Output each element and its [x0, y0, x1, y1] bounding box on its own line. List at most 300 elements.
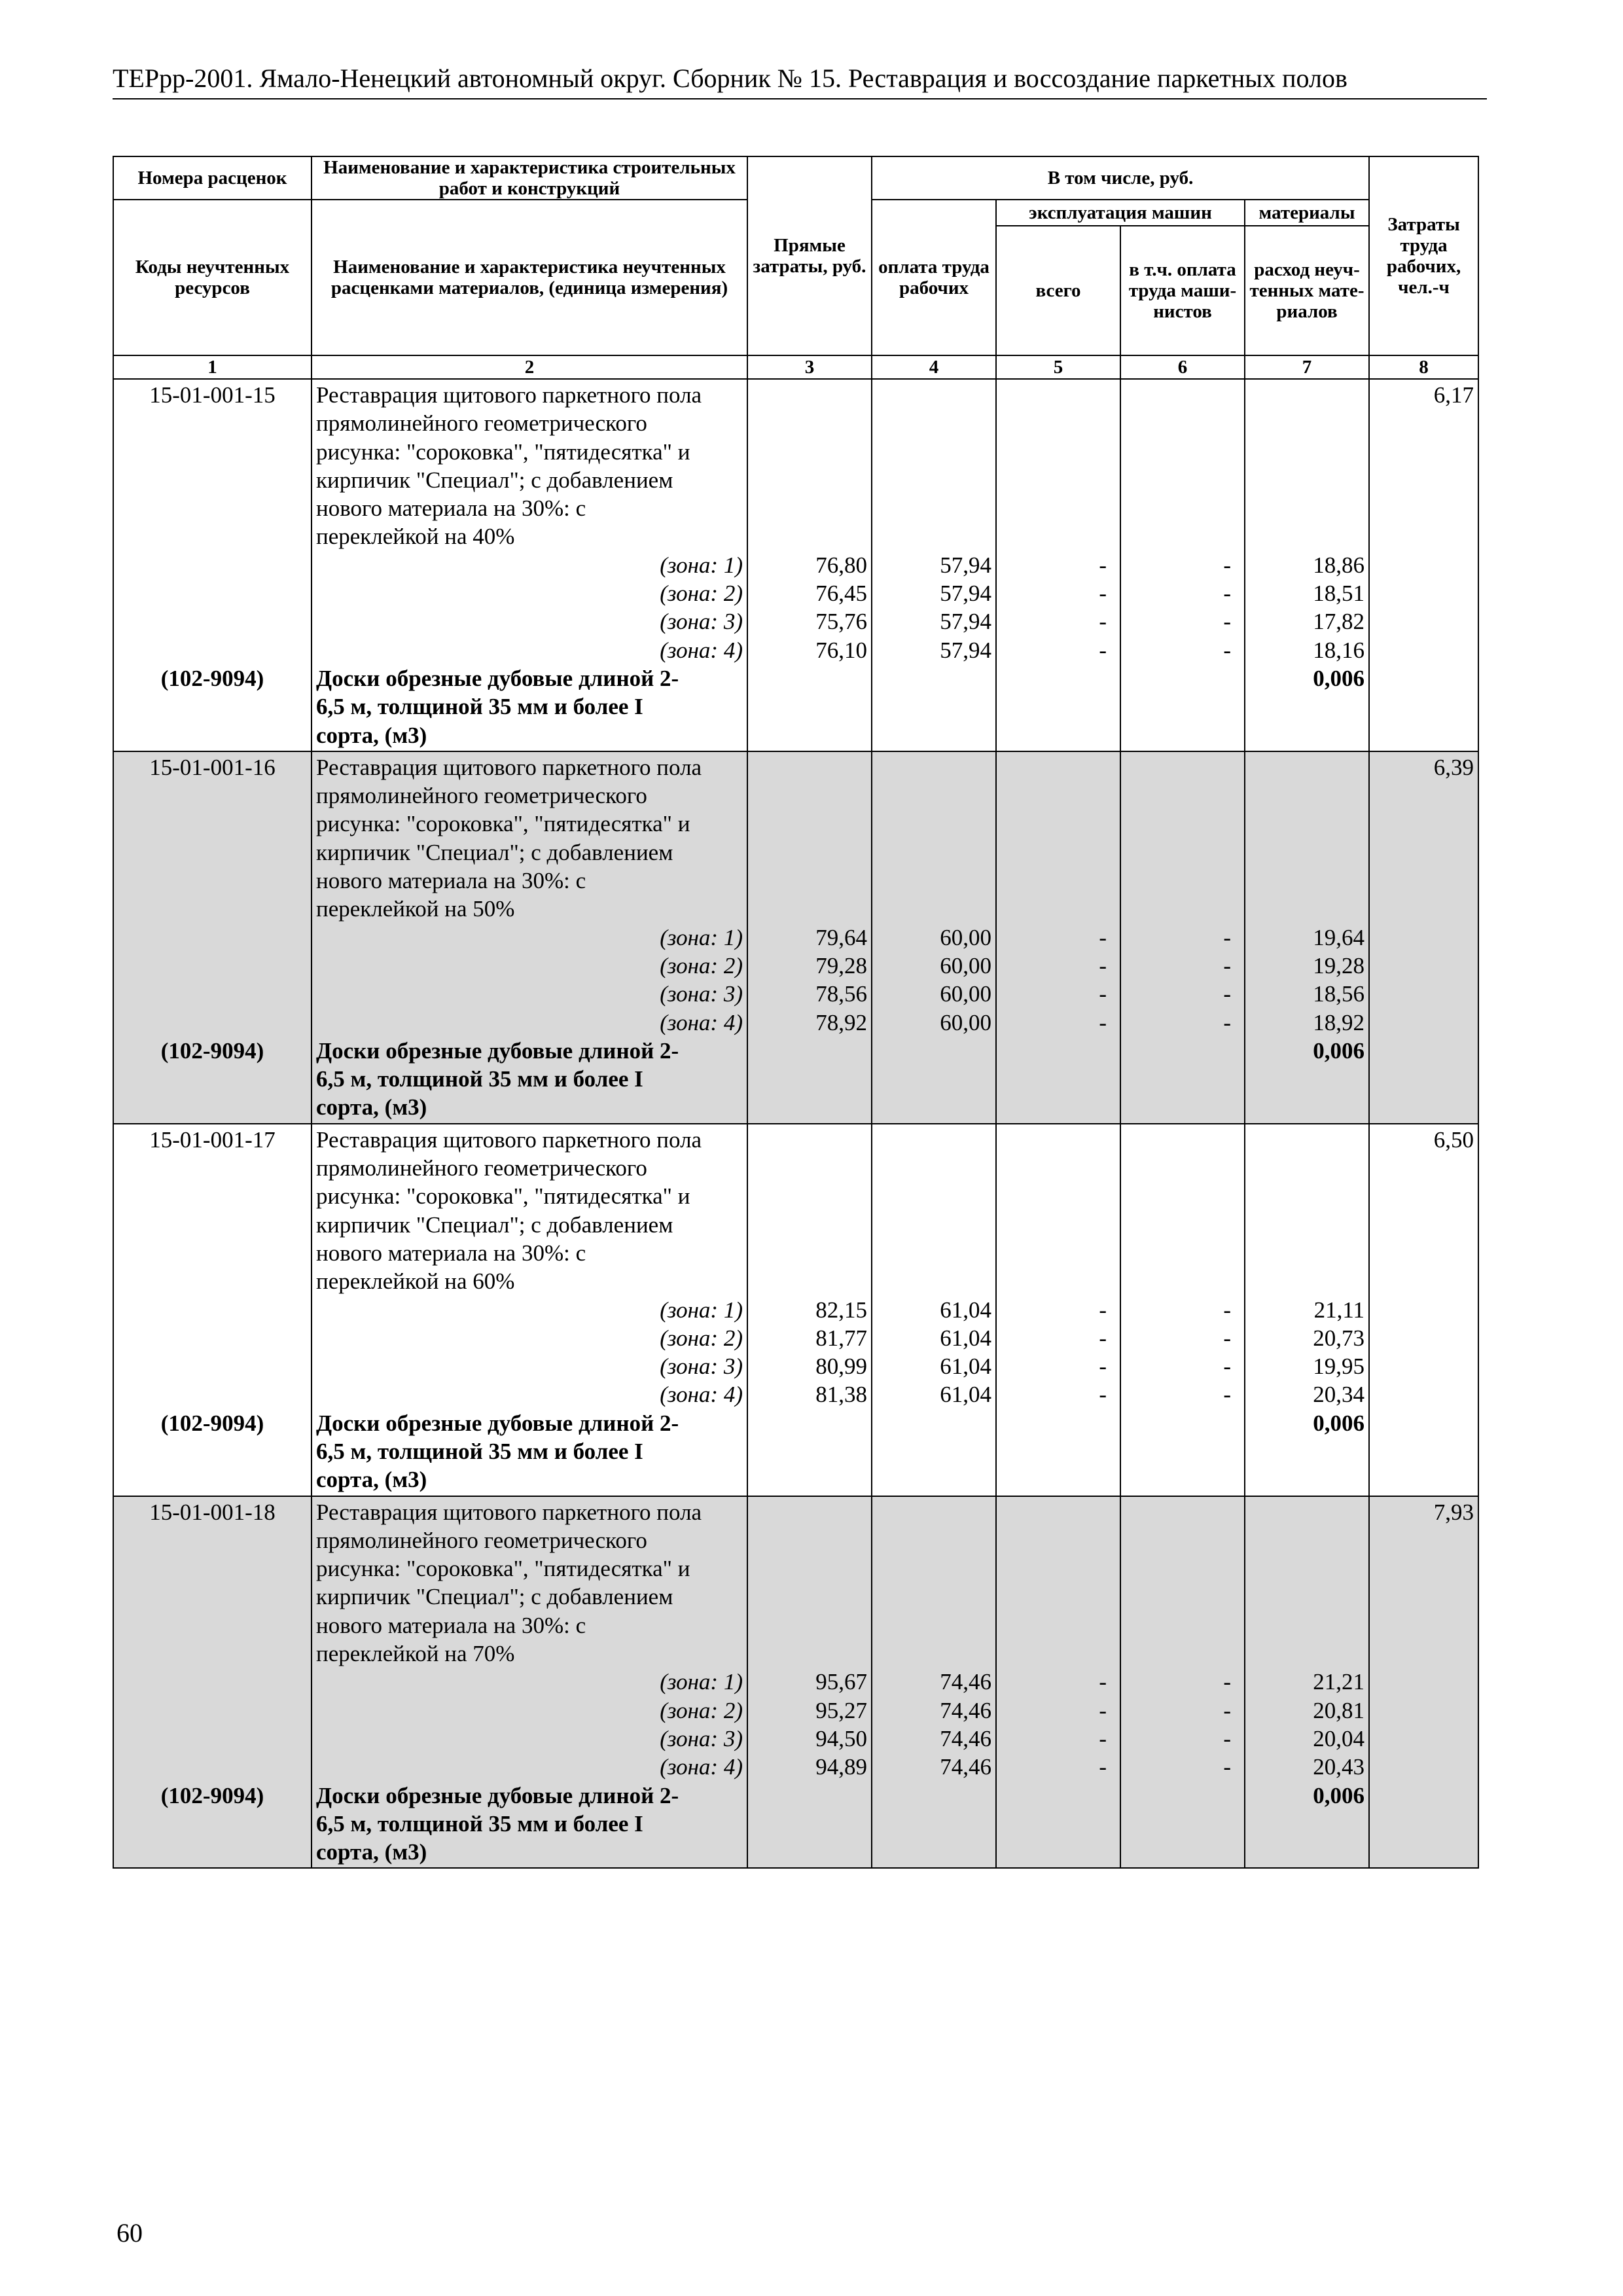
blank-line [118, 810, 307, 838]
resource-description-line: Доски обрезные дубовые длиной 2- [316, 1782, 679, 1808]
description-line: прямолинейного геометрического [316, 1527, 647, 1553]
direct-cost: 75,76 [815, 609, 867, 635]
header-labor-costs: Затраты труда рабочих, чел.-ч [1369, 156, 1478, 355]
description-line: кирпичик "Специал"; с добавлением [316, 467, 673, 493]
blank-line [118, 895, 307, 923]
blank-line [1125, 1154, 1231, 1182]
zone-label: (зона: 1) [660, 1669, 743, 1695]
machine-total: - [1099, 952, 1107, 978]
blank-line [1001, 494, 1107, 522]
workers-pay: 57,94 [940, 552, 991, 578]
zone-label: (зона: 4) [660, 1382, 743, 1408]
blank-line [1001, 895, 1107, 923]
rate-code: 15-01-001-17 [149, 1126, 276, 1153]
machinist-pay-cell [1120, 1496, 1245, 1869]
blank-line [1001, 838, 1107, 867]
zone-label: (зона: 2) [660, 581, 743, 607]
blank-line [118, 551, 307, 579]
blank-line [1249, 381, 1364, 409]
materials-cost: 20,34 [1313, 1382, 1365, 1408]
description-line: прямолинейного геометрического [316, 410, 647, 437]
blank-line [752, 522, 867, 550]
workers-pay: 61,04 [940, 1297, 991, 1323]
description-line: рисунка: "сороковка", "пятидесятка" и [316, 1556, 690, 1582]
description-line: нового материала на 30%: с [316, 495, 586, 522]
direct-cost-cell [747, 1124, 872, 1496]
labor-cost: 6,39 [1433, 754, 1474, 780]
direct-cost: 76,80 [815, 552, 867, 578]
header-workers-pay: оплата труда рабочих [872, 200, 996, 355]
machine-total: - [1099, 609, 1107, 635]
machine-total: - [1099, 637, 1107, 663]
materials-cost: 21,11 [1313, 1297, 1365, 1323]
description-line: прямолинейного геометрического [316, 783, 647, 809]
blank-line [1001, 1526, 1107, 1554]
workers-pay-cell [872, 1124, 996, 1496]
blank-line [1001, 1554, 1107, 1583]
blank-line [1125, 381, 1231, 409]
blank-line [1249, 409, 1364, 437]
blank-line [752, 1211, 867, 1239]
machinist-pay: - [1223, 1669, 1231, 1695]
column-number: 7 [1245, 355, 1369, 379]
blank-line [1125, 1611, 1231, 1640]
description-line: рисунка: "сороковка", "пятидесятка" и [316, 1183, 690, 1210]
direct-cost: 81,38 [815, 1382, 867, 1408]
blank-line [118, 1154, 307, 1182]
blank-line [118, 1725, 307, 1753]
resource-description-line: сорта, (м3) [316, 1467, 427, 1493]
zone-label: (зона: 1) [660, 1297, 743, 1323]
materials-cost-cell [1245, 1124, 1369, 1496]
blank-line [118, 1583, 307, 1611]
blank-line [118, 1324, 307, 1352]
machine-total: - [1099, 1754, 1107, 1780]
description-line: Реставрация щитового паркетного пола [316, 382, 702, 408]
machinist-pay: - [1223, 552, 1231, 578]
labor-cost: 6,17 [1433, 382, 1474, 408]
table-row [113, 1496, 1478, 1869]
blank-line [1249, 1526, 1364, 1554]
blank-line [1001, 1182, 1107, 1210]
blank-line [752, 1267, 867, 1295]
blank-line [876, 466, 991, 494]
blank-line [1001, 466, 1107, 494]
blank-line [752, 810, 867, 838]
blank-line [118, 579, 307, 607]
direct-cost-cell [747, 1496, 872, 1869]
materials-cost: 19,28 [1313, 952, 1365, 978]
header-materials: материалы [1245, 200, 1369, 226]
description-line: рисунка: "сороковка", "пятидесятка" и [316, 811, 690, 837]
blank-line [1125, 1211, 1231, 1239]
resource-code: (102-9094) [160, 665, 264, 691]
blank-line [1125, 1640, 1231, 1668]
blank-line [1249, 1611, 1364, 1640]
direct-cost: 76,10 [815, 637, 867, 663]
blank-line [752, 1640, 867, 1668]
blank-line [876, 867, 991, 895]
rate-code: 15-01-001-16 [149, 754, 276, 780]
materials-cost: 18,51 [1313, 581, 1365, 607]
materials-cost: 19,95 [1313, 1354, 1365, 1380]
direct-cost: 79,28 [815, 952, 867, 978]
zone-label: (зона: 3) [660, 981, 743, 1007]
blank-line [752, 838, 867, 867]
description-line: нового материала на 30%: с [316, 1240, 586, 1266]
machine-total: - [1099, 1354, 1107, 1380]
direct-cost: 78,56 [815, 981, 867, 1007]
blank-line [1125, 1498, 1231, 1526]
blank-line [876, 1267, 991, 1295]
blank-line [118, 867, 307, 895]
blank-line [1249, 1267, 1364, 1295]
materials-cost: 18,56 [1313, 981, 1365, 1007]
header-machine-pay: в т.ч. оплата труда маши-нистов [1120, 226, 1245, 355]
materials-cost: 20,81 [1313, 1697, 1365, 1723]
description-line: Реставрация щитового паркетного пола [316, 1126, 702, 1153]
blank-line [118, 1640, 307, 1668]
description-line: нового материала на 30%: с [316, 1612, 586, 1638]
resource-description-line: 6,5 м, толщиной 35 мм и более I [316, 1438, 643, 1464]
page-number: 60 [116, 2218, 143, 2248]
blank-line [1125, 781, 1231, 810]
description-cell [312, 1124, 747, 1496]
rate-code-cell [113, 379, 312, 751]
description-line: Реставрация щитового паркетного пола [316, 754, 702, 780]
labor-cost-cell [1369, 751, 1478, 1124]
blank-line [118, 1267, 307, 1295]
blank-line [1001, 438, 1107, 466]
zone-label: (зона: 3) [660, 1354, 743, 1380]
blank-line [1001, 1211, 1107, 1239]
blank-line [1001, 409, 1107, 437]
machinist-pay: - [1223, 1382, 1231, 1408]
direct-cost: 80,99 [815, 1354, 867, 1380]
direct-cost: 76,45 [815, 581, 867, 607]
blank-line [1125, 494, 1231, 522]
machinist-pay-cell [1120, 1124, 1245, 1496]
blank-line [876, 1611, 991, 1640]
workers-pay: 60,00 [940, 1009, 991, 1035]
machinist-pay: - [1223, 1009, 1231, 1035]
machinist-pay: - [1223, 1297, 1231, 1323]
blank-line [1125, 1239, 1231, 1267]
blank-line [118, 1211, 307, 1239]
direct-cost: 94,50 [815, 1725, 867, 1751]
blank-line [876, 753, 991, 781]
blank-line [1001, 867, 1107, 895]
blank-line [1249, 753, 1364, 781]
description-line: кирпичик "Специал"; с добавлением [316, 1584, 673, 1610]
column-number: 8 [1369, 355, 1478, 379]
workers-pay: 74,46 [940, 1669, 991, 1695]
column-number: 2 [312, 355, 747, 379]
materials-cost-cell [1245, 379, 1369, 751]
blank-line [752, 438, 867, 466]
blank-line [1001, 1498, 1107, 1526]
description-line: кирпичик "Специал"; с добавлением [316, 839, 673, 865]
blank-line [118, 781, 307, 810]
materials-cost: 20,04 [1313, 1725, 1365, 1751]
labor-cost: 7,93 [1433, 1499, 1474, 1525]
blank-line [876, 1554, 991, 1583]
description-cell [312, 379, 747, 751]
blank-line [118, 1009, 307, 1037]
column-number: 1 [113, 355, 312, 379]
machine-total: - [1099, 1669, 1107, 1695]
description-line: переклейкой на 70% [316, 1641, 515, 1667]
blank-line [118, 438, 307, 466]
blank-line [1249, 1211, 1364, 1239]
blank-line [118, 409, 307, 437]
direct-cost: 79,64 [815, 924, 867, 950]
machine-total: - [1099, 1725, 1107, 1751]
column-number: 6 [1120, 355, 1245, 379]
blank-line [1125, 522, 1231, 550]
blank-line [118, 1526, 307, 1554]
blank-line [1249, 867, 1364, 895]
materials-cost: 18,86 [1313, 552, 1365, 578]
resource-consumption: 0,006 [1313, 1410, 1365, 1436]
header-material-name: Наименование и характеристика неучтенных расценками материалов, (единица измерения) [312, 200, 747, 355]
table-header [113, 156, 1478, 379]
rate-code: 15-01-001-18 [149, 1499, 276, 1525]
blank-line [1249, 438, 1364, 466]
rate-code-cell [113, 751, 312, 1124]
blank-line [1001, 381, 1107, 409]
blank-line [752, 409, 867, 437]
direct-cost: 95,67 [815, 1669, 867, 1695]
blank-line [752, 867, 867, 895]
blank-line [118, 466, 307, 494]
blank-line [1125, 838, 1231, 867]
direct-cost: 82,15 [815, 1297, 867, 1323]
page-header: ТЕРрр-2001. Ямало-Ненецкий автономный округ. Сборник № 15. Реставрация и воссоздание паркетных полов [113, 63, 1487, 99]
blank-line [1125, 1182, 1231, 1210]
column-number: 5 [996, 355, 1120, 379]
header-resource-codes: Коды неучтенных ресурсов [113, 200, 312, 355]
blank-line [1125, 867, 1231, 895]
blank-line [876, 781, 991, 810]
header-work-name: Наименование и характеристика строительных работ и конструкций [312, 156, 747, 200]
workers-pay: 60,00 [940, 981, 991, 1007]
blank-line [1249, 1182, 1364, 1210]
blank-line [1249, 1554, 1364, 1583]
blank-line [876, 438, 991, 466]
blank-line [1125, 753, 1231, 781]
description-line: переклейкой на 60% [316, 1268, 515, 1295]
workers-pay: 57,94 [940, 637, 991, 663]
machine-total-cell [996, 1124, 1120, 1496]
workers-pay-cell [872, 379, 996, 751]
blank-line [1125, 409, 1231, 437]
workers-pay: 60,00 [940, 952, 991, 978]
materials-cost: 20,43 [1313, 1754, 1365, 1780]
blank-line [118, 980, 307, 1008]
blank-line [752, 1182, 867, 1210]
header-materials-consumption: расход неуч-тенных мате-риалов [1245, 226, 1369, 355]
description-line: кирпичик "Специал"; с добавлением [316, 1211, 673, 1238]
machine-total: - [1099, 1697, 1107, 1723]
machinist-pay: - [1223, 1697, 1231, 1723]
blank-line [118, 636, 307, 664]
description-line: переклейкой на 50% [316, 896, 515, 922]
blank-line [118, 924, 307, 952]
resource-consumption: 0,006 [1313, 1782, 1365, 1808]
labor-cost-cell [1369, 379, 1478, 751]
blank-line [118, 1352, 307, 1380]
blank-line [1249, 522, 1364, 550]
materials-cost: 18,16 [1313, 637, 1365, 663]
machine-total-cell [996, 751, 1120, 1124]
resource-description-line: Доски обрезные дубовые длиной 2- [316, 1037, 679, 1064]
blank-line [1125, 1267, 1231, 1295]
labor-cost: 6,50 [1433, 1126, 1474, 1153]
blank-line [1001, 1239, 1107, 1267]
blank-line [118, 1239, 307, 1267]
blank-line [118, 607, 307, 636]
description-line: Реставрация щитового паркетного пола [316, 1499, 702, 1525]
header-direct-costs: Прямые затраты, руб. [747, 156, 872, 355]
blank-line [1125, 1583, 1231, 1611]
blank-line [1249, 895, 1364, 923]
blank-line [118, 522, 307, 550]
blank-line [752, 1554, 867, 1583]
blank-line [1249, 1154, 1364, 1182]
blank-line [118, 952, 307, 980]
zone-label: (зона: 1) [660, 924, 743, 950]
machine-total: - [1099, 581, 1107, 607]
blank-line [118, 1182, 307, 1210]
materials-cost: 17,82 [1313, 609, 1365, 635]
machinist-pay: - [1223, 1354, 1231, 1380]
blank-line [1001, 810, 1107, 838]
machinist-pay: - [1223, 1325, 1231, 1351]
blank-line [876, 1239, 991, 1267]
materials-cost: 20,73 [1313, 1325, 1365, 1351]
blank-line [1001, 1611, 1107, 1640]
blank-line [752, 1583, 867, 1611]
header-rate-numbers: Номера расценок [113, 156, 312, 200]
machinist-pay-cell [1120, 751, 1245, 1124]
header-including: В том числе, руб. [872, 156, 1369, 200]
blank-line [1249, 838, 1364, 867]
blank-line [752, 753, 867, 781]
resource-description-line: Доски обрезные дубовые длиной 2- [316, 1410, 679, 1436]
blank-line [1249, 1498, 1364, 1526]
blank-line [752, 1498, 867, 1526]
labor-cost-cell [1369, 1496, 1478, 1869]
blank-line [118, 1753, 307, 1781]
zone-label: (зона: 2) [660, 1325, 743, 1351]
blank-line [1125, 810, 1231, 838]
blank-line [1001, 753, 1107, 781]
column-number: 3 [747, 355, 872, 379]
workers-pay: 74,46 [940, 1725, 991, 1751]
blank-line [752, 1239, 867, 1267]
rates-table [113, 156, 1479, 1869]
machine-total: - [1099, 1325, 1107, 1351]
resource-code: (102-9094) [160, 1782, 264, 1808]
blank-line [1249, 1126, 1364, 1154]
blank-line [1249, 1640, 1364, 1668]
machinist-pay: - [1223, 952, 1231, 978]
blank-line [1249, 810, 1364, 838]
machinist-pay: - [1223, 637, 1231, 663]
blank-line [1249, 781, 1364, 810]
zone-label: (зона: 4) [660, 1754, 743, 1780]
blank-line [118, 1668, 307, 1696]
blank-line [1249, 1583, 1364, 1611]
materials-cost: 21,21 [1313, 1669, 1365, 1695]
workers-pay: 61,04 [940, 1325, 991, 1351]
blank-line [876, 409, 991, 437]
blank-line [876, 1498, 991, 1526]
direct-cost-cell [747, 751, 872, 1124]
workers-pay: 74,46 [940, 1697, 991, 1723]
machine-total: - [1099, 981, 1107, 1007]
table-row [113, 1124, 1478, 1496]
rate-code: 15-01-001-15 [149, 382, 276, 408]
workers-pay: 61,04 [940, 1382, 991, 1408]
blank-line [876, 1640, 991, 1668]
blank-line [1125, 438, 1231, 466]
blank-line [752, 781, 867, 810]
direct-cost: 95,27 [815, 1697, 867, 1723]
column-numbers-row [113, 355, 1478, 379]
zone-label: (зона: 4) [660, 1009, 743, 1035]
blank-line [1249, 1239, 1364, 1267]
machinist-pay-cell [1120, 379, 1245, 751]
blank-line [876, 1526, 991, 1554]
zone-label: (зона: 2) [660, 1697, 743, 1723]
materials-cost-cell [1245, 751, 1369, 1124]
blank-line [1249, 494, 1364, 522]
zone-label: (зона: 3) [660, 609, 743, 635]
blank-line [1001, 1267, 1107, 1295]
zone-label: (зона: 3) [660, 1725, 743, 1751]
blank-line [752, 466, 867, 494]
materials-cost: 18,92 [1313, 1009, 1365, 1035]
description-cell [312, 1496, 747, 1869]
table-row [113, 751, 1478, 1124]
zone-label: (зона: 2) [660, 952, 743, 978]
workers-pay: 57,94 [940, 581, 991, 607]
workers-pay-cell [872, 1496, 996, 1869]
machine-total: - [1099, 924, 1107, 950]
header-machine-total: всего [996, 226, 1120, 355]
zone-label: (зона: 1) [660, 552, 743, 578]
blank-line [118, 1296, 307, 1324]
blank-line [876, 1182, 991, 1210]
resource-description-line: 6,5 м, толщиной 35 мм и более I [316, 1066, 643, 1092]
blank-line [1001, 781, 1107, 810]
blank-line [1001, 1154, 1107, 1182]
machinist-pay: - [1223, 1754, 1231, 1780]
blank-line [1125, 466, 1231, 494]
machine-total: - [1099, 1009, 1107, 1035]
resource-consumption: 0,006 [1313, 665, 1365, 691]
resource-description-line: 6,5 м, толщиной 35 мм и более I [316, 1810, 643, 1837]
blank-line [876, 1211, 991, 1239]
machine-total-cell [996, 379, 1120, 751]
blank-line [118, 1554, 307, 1583]
description-line: рисунка: "сороковка", "пятидесятка" и [316, 439, 690, 465]
blank-line [1001, 1126, 1107, 1154]
blank-line [752, 381, 867, 409]
blank-line [752, 494, 867, 522]
